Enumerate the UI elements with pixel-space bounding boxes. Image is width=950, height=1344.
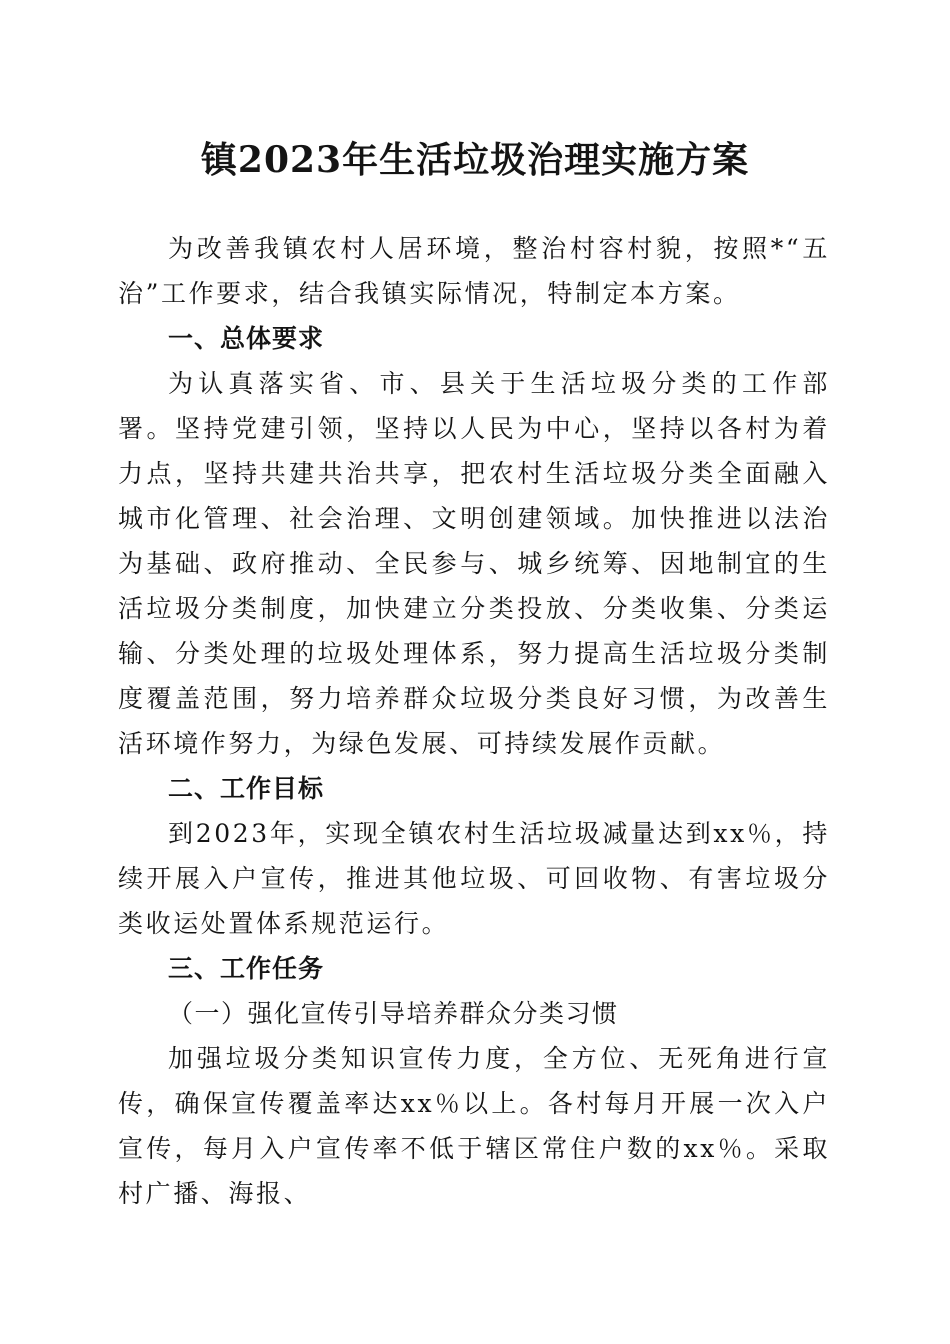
intro-paragraph: 为改善我镇农村人居环境，整治村容村貌，按照*“五治”工作要求，结合我镇实际情况，特制定本方案。 (118, 234, 830, 308)
section-paragraph-work-goals: 到2023年，实现全镇农村生活垃圾减量达到xx％，持续开展入户宣传，推进其他垃圾、可回收物、有害垃圾分类收运处置体系规范运行。 (118, 819, 830, 938)
subsection-heading-publicity: （一）强化宣传引导培养群众分类习惯 (168, 999, 619, 1028)
document-title: 镇2023年生活垃圾治理实施方案 (200, 139, 750, 181)
section-paragraph-general-requirements: 为认真落实省、市、县关于生活垃圾分类的工作部署。坚持党建引领，坚持以人民为中心，坚持以各村为着力点，坚持共建共治共享，把农村生活垃圾分类全面融入城市化管理、社会治理、文明创建领域。加快推进以法治为基础、政府推动、全民参与、城乡统筹、因地制宜的生活垃圾分类制度，加快建立分类投放、分类收集、分类运输、分类处理的垃圾处理体系，努力提高生活垃圾分类制度覆盖范围，努力培养群众垃圾分类良好习惯，为改善生活环境作努力，为绿色发展、可持续发展作贡献。 (118, 369, 830, 758)
section-heading-general-requirements: 一、总体要求 (168, 324, 325, 353)
section-heading-work-tasks: 三、工作任务 (168, 954, 325, 983)
subsection-paragraph-publicity: 加强垃圾分类知识宣传力度，全方位、无死角进行宣传，确保宣传覆盖率达xx％以上。各村每月开展一次入户宣传，每月入户宣传率不低于辖区常住户数的xx％。采取村广播、海报、 (118, 1044, 830, 1208)
section-heading-work-goals: 二、工作目标 (168, 774, 325, 803)
document-body (118, 226, 830, 1216)
